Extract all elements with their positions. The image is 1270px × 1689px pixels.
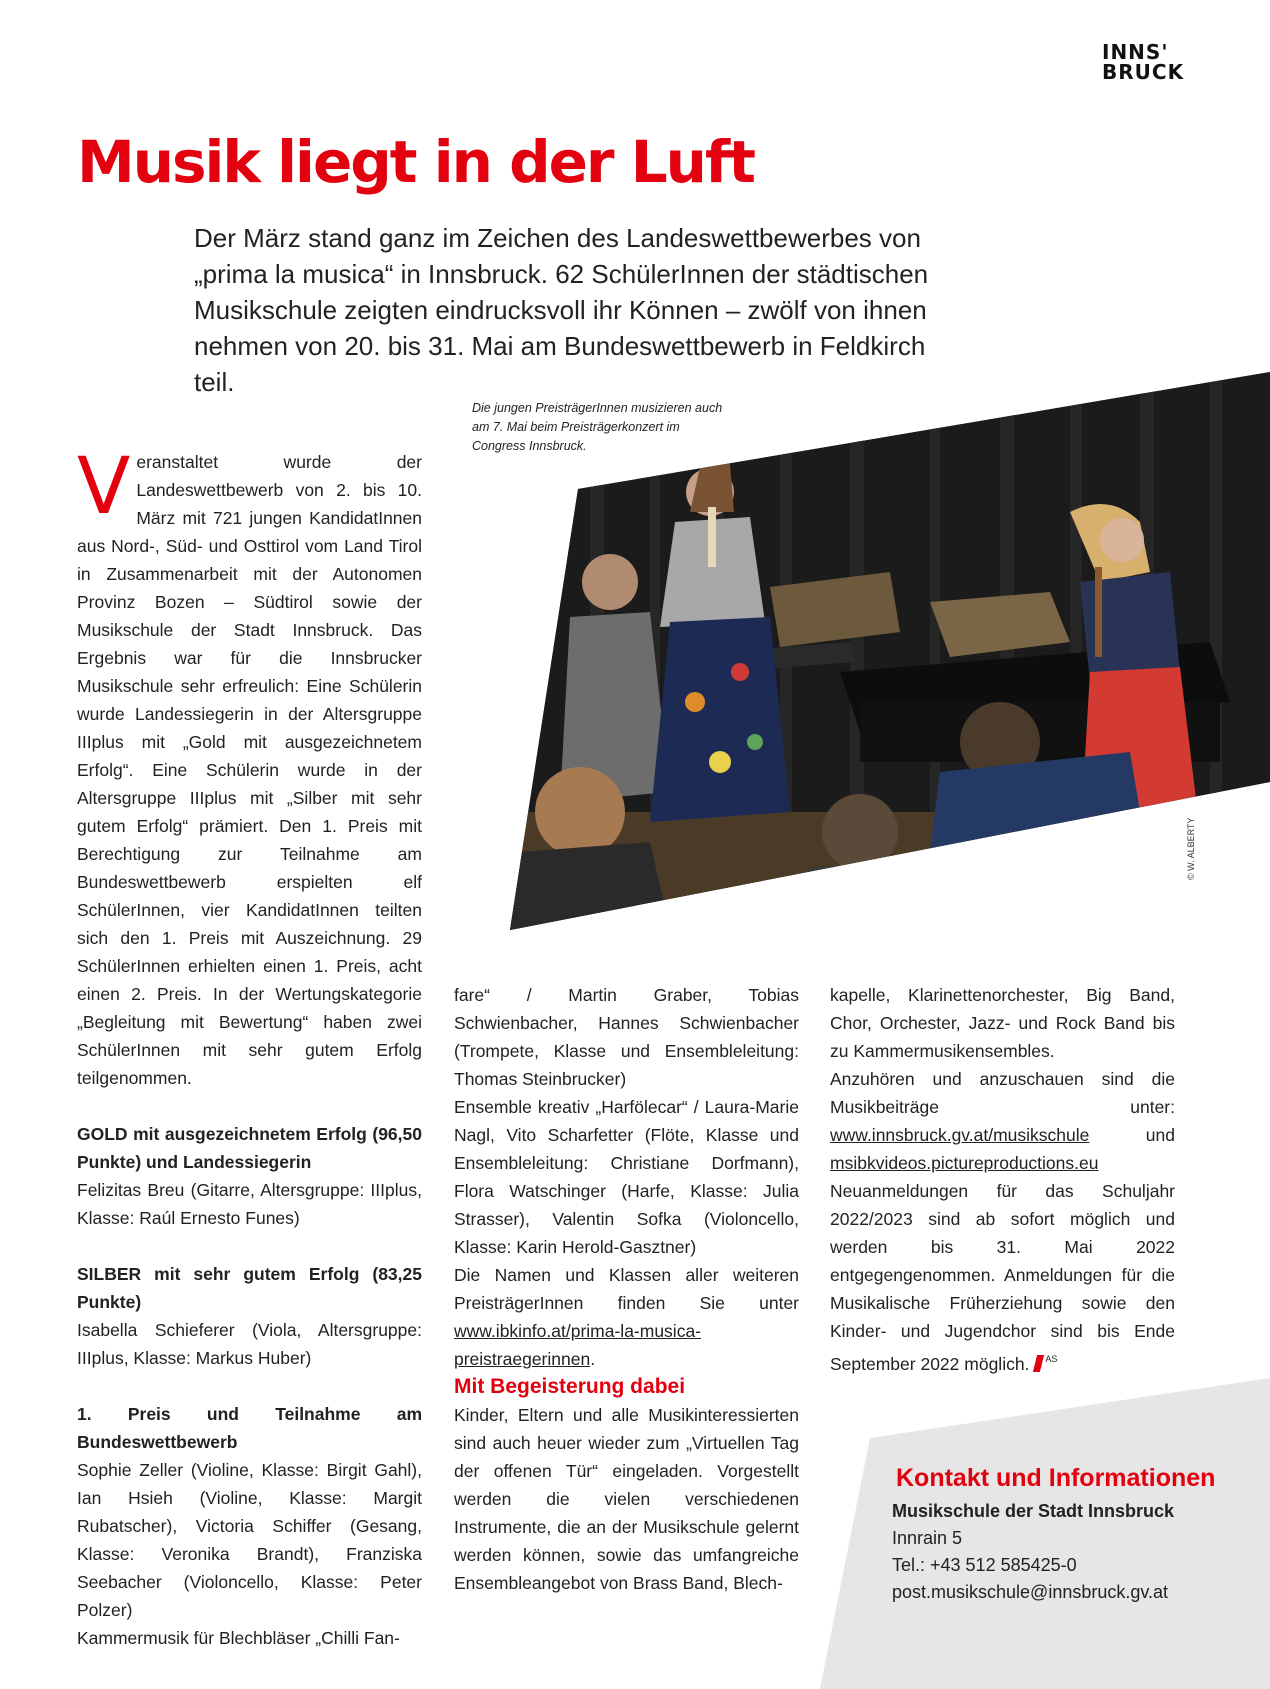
silver-winner: Isabella Schieferer (Viola, Altersgruppe: IIIplus, Klasse: Markus Huber) <box>77 1320 422 1368</box>
first-prize-winners: Sophie Zeller (Violine, Klasse: Birgit Gahl), Ian Hsieh (Violine, Klasse: Margit Rubatscher), Victoria Schiffer (Gesang, Klasse: Veronika Brandt), Franziska Seebacher (Violoncello, Klasse: Peter Polzer) <box>77 1460 422 1620</box>
ensembles-paragraph: kapelle, Klarinettenorchester, Big Band, Chor, Orchester, Jazz- und Rock Band bis zu Kammermusikensembles. <box>830 985 1175 1061</box>
contact-box <box>878 1462 1248 1606</box>
contact-street: Innrain 5 <box>892 1528 963 1548</box>
videos-link[interactable]: msibkvideos.pictureproductions.eu <box>830 1153 1099 1173</box>
drop-cap: V <box>77 442 131 532</box>
silver-heading: SILBER mit sehr gutem Erfolg (83,25 Punkte) <box>77 1264 422 1312</box>
contact-email[interactable]: post.musikschule@innsbruck.gv.at <box>892 1582 1169 1602</box>
article-column-2 <box>454 981 799 1597</box>
brass-ensemble-entry: fare“ / Martin Graber, Tobias Schwienbacher, Hannes Schwienbacher (Trompete, Klasse und Ensembleleitung: Thomas Steinbrucker) <box>454 985 799 1089</box>
innsbruck-logo: INNS' BRUCK <box>1102 40 1185 84</box>
gold-heading: GOLD mit ausgezeichnetem Erfolg (96,50 Punkte) und Landessiegerin <box>77 1124 422 1172</box>
photo-credit: © W. ALBERTY <box>1186 817 1196 880</box>
page-title: Musik liegt in der Luft <box>77 128 754 196</box>
chamber-music-entry: Kammermusik für Blechbläser „Chilli Fan- <box>77 1628 400 1648</box>
first-prize-heading: 1. Preis und Teilnahme am Bundeswettbewerb <box>77 1404 422 1452</box>
gold-winner: Felizitas Breu (Gitarre, Altersgruppe: IIIplus, Klasse: Raúl Ernesto Funes) <box>77 1180 422 1228</box>
article-intro-paragraph: Veranstaltet wurde der Landeswettbewerb von 2. bis 10. März mit 721 jungen KandidatInnen aus Nord-, Süd- und Osttirol vom Land Tirol in Zusammenarbeit mit der Autonomen Provinz Bozen – Südtirol sowie der Musikschule der Stadt Innsbruck. Das Ergebnis war für die Innsbrucker Musikschule sehr erfreulich: Eine Schülerin wurde Landessiegerin in der Altersgruppe IIIplus mit „Gold mit ausgezeichnetem Erfolg“. Eine Schülerin wurde in der Altersgruppe IIIplus mit „Silber mit sehr gutem Erfolg“ prämiert. Den 1. Preis mit Berechtigung zur Teilnahme am Bundeswettbewerb erspielten elf SchülerInnen, vier KandidatInnen teilten sich den 1. Preis mit Auszeichnung. 29 SchülerInnen erhielten einen 1. Preis, acht einen 2. Preis. In der Wertungskategorie „Begleitung mit Bewertung“ haben zwei SchülerInnen mit sehr gutem Erfolg teilgenommen. <box>77 442 422 1088</box>
end-mark-icon <box>1033 1355 1044 1372</box>
winners-link[interactable]: www.ibkinfo.at/prima-la-musica-preistraegerinnen <box>454 1321 702 1369</box>
contact-phone: Tel.: +43 512 585425-0 <box>892 1555 1077 1575</box>
intro-lead: Der März stand ganz im Zeichen des Landeswettbewerbes von „prima la musica“ in Innsbruck. 62 SchülerInnen der städtischen Musikschule zeigten eindrucksvoll ihr Können – zwölf von ihnen nehmen von 20. bis 31. Mai am Bundeswettbewerb in Feldkirch teil. <box>194 223 929 397</box>
more-winners-paragraph: Die Namen und Klassen aller weiteren PreisträgerInnen finden Sie unter www.ibkinfo.at/prima-la-musica-preistraegerinnen. <box>454 1265 799 1369</box>
photo-caption: Die jungen PreisträgerInnen musizieren auch am 7. Mai beim Preisträgerkonzert im Congress Innsbruck. <box>472 401 723 453</box>
harp-ensemble-entry: Ensemble kreativ „Harfölecar“ / Laura-Marie Nagl, Vito Scharfetter (Flöte, Klasse und Ensembleleitung: Christiane Dorfmann), Flora Watschinger (Harfe, Klasse: Julia Strasser), Valentin Sofka (Violoncello, Klasse: Karin Herold-Gasztner) <box>454 1097 799 1257</box>
article-column-3 <box>830 981 1175 1378</box>
contact-organization: Musikschule der Stadt Innsbruck <box>892 1501 1175 1521</box>
author-initials: AS <box>1045 1354 1058 1364</box>
section-subhead: Mit Begeisterung dabei <box>454 1375 686 1398</box>
videos-paragraph: Anzuhören und anzuschauen sind die Musikbeiträge unter: www.innsbruck.gv.at/musikschule und msibkvideos.pictureproductions.eu <box>830 1069 1175 1173</box>
registration-paragraph: Neuanmeldungen für das Schuljahr 2022/2023 sind ab sofort möglich und werden bis 31. Mai 2022 entgegengenommen. Anmeldungen für die Musikalische Früherziehung sowie den Kinder- und Jugendchor sind bis Ende September 2022 möglich. $^{AS}$ <box>830 1181 1175 1374</box>
open-day-paragraph: Kinder, Eltern und alle Musikinteressierten sind auch heuer wieder zum „Virtuellen Tag der offenen Tür“ eingeladen. Vorgestellt werden die vielen verschiedenen Instrumente, die an der Musikschule gelernt werden können, sowie das umfangreiche Ensembleangebot von Brass Band, Blech- <box>454 1405 799 1593</box>
article-column-1 <box>77 442 422 1652</box>
contact-heading: Kontakt und Informationen <box>896 1464 1216 1492</box>
musikschule-link[interactable]: www.innsbruck.gv.at/musikschule <box>830 1125 1090 1145</box>
